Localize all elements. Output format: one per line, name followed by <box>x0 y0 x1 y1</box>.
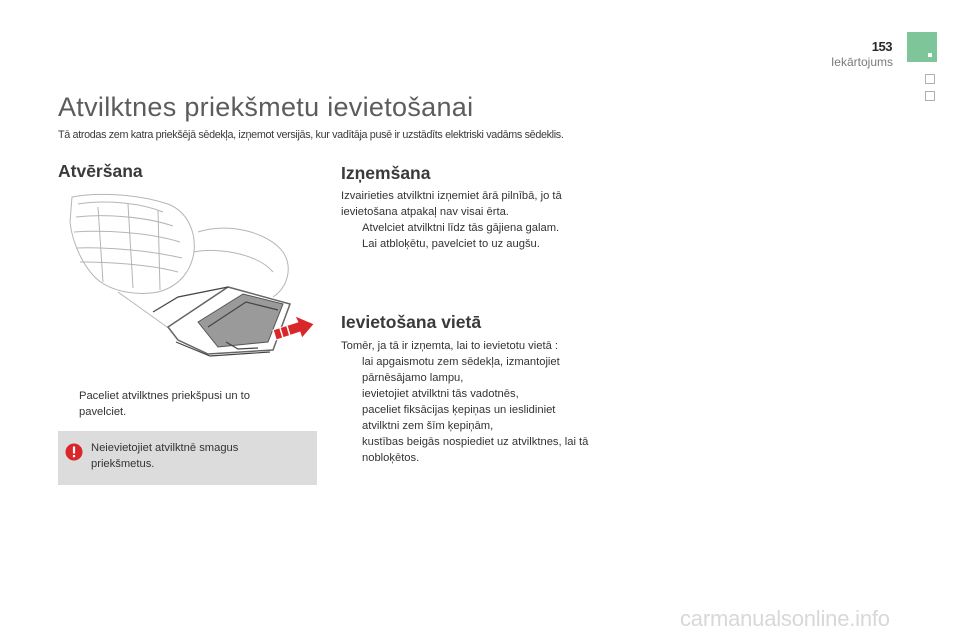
page-subtitle: Tā atrodas zem katra priekšējā sēdekļa, izņemot versijās, kur vadītāja pusē ir uzstādīts elektriski vadāms sēdeklis. <box>58 129 564 141</box>
section-tab-active[interactable] <box>907 32 937 62</box>
list-item: kustības beigās nospiediet uz atvilktnes, lai tā nobloķētos. <box>362 436 589 464</box>
warning-icon <box>65 443 83 461</box>
watermark: carmanualsonline.info <box>680 606 890 631</box>
list-item: Paceliet atvilktnes priekšpusi un to pavelciet. <box>79 390 251 418</box>
opening-steps <box>58 388 283 420</box>
heading-removal: Izņemšana <box>341 163 431 183</box>
page-number: 153 <box>871 39 892 54</box>
section-tab[interactable] <box>925 74 935 84</box>
refit-steps <box>341 354 591 466</box>
warning-text: Neievietojiet atvilktnē smagus priekšmetus. <box>91 442 239 470</box>
section-name: Iekārtojums <box>830 55 893 69</box>
heading-opening: Atvēršana <box>58 161 143 181</box>
list-item: lai apgaismotu zem sēdekļa, izmantojiet pārnēsājamo lampu, <box>362 356 560 384</box>
refit-intro: Tomēr, ja tā ir izņemta, lai to ievietotu vietā : <box>341 340 559 352</box>
page-title: Atvilktnes priekšmetu ievietošanai <box>58 92 474 122</box>
drawer-illustration <box>58 192 320 372</box>
removal-intro: Izvairieties atvilktni izņemiet ārā pilnībā, jo tā ievietošana atpakaļ nav visai ērta. <box>341 190 562 218</box>
list-item: Atvelciet atvilktni līdz tās gājiena galam. <box>362 222 560 234</box>
warning-note <box>58 431 317 485</box>
list-item: Lai atbloķētu, pavelciet to uz augšu. <box>362 238 540 250</box>
removal-steps <box>341 220 601 252</box>
tab-dot-icon <box>928 53 932 57</box>
list-item: ievietojiet atvilktni tās vadotnēs, <box>362 388 519 400</box>
section-tab[interactable] <box>925 91 935 101</box>
list-item: paceliet fiksācijas ķepiņas un ieslidiniet atvilktni zem šīm ķepiņām, <box>362 404 556 432</box>
heading-refit: Ievietošana vietā <box>341 312 482 332</box>
